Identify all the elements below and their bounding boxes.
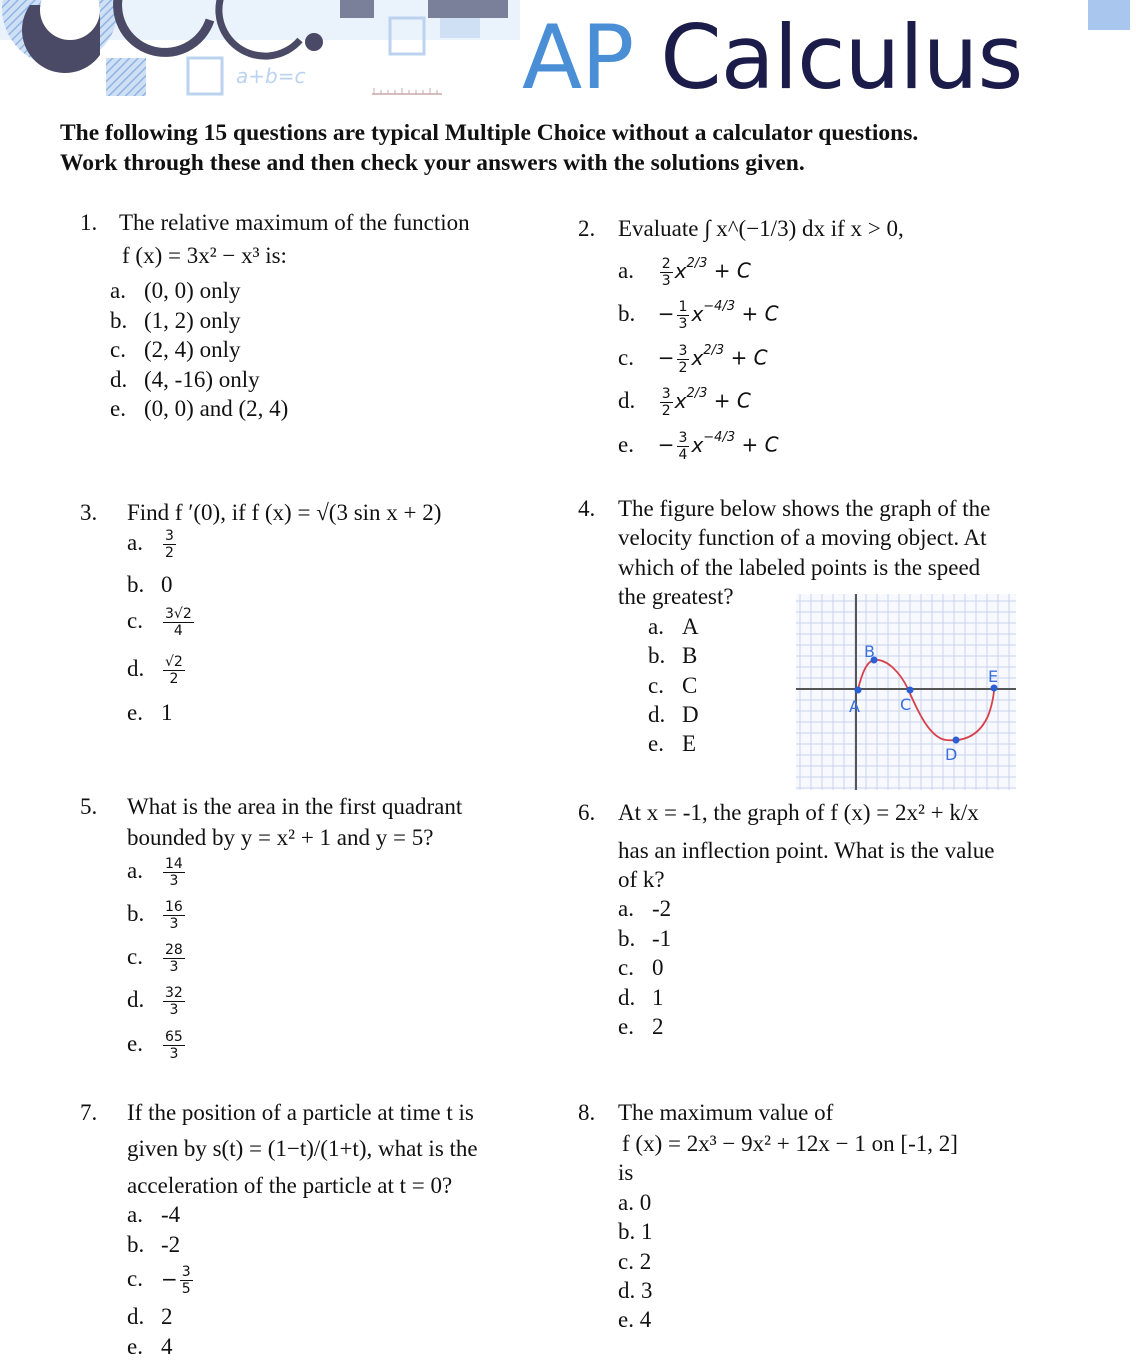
option-d[interactable]: d. (4, -16) only <box>110 367 260 392</box>
option-b[interactable]: b. B <box>648 643 698 668</box>
option-e[interactable]: e. 2 <box>618 1014 664 1039</box>
option-d[interactable]: d. $\frac{32}{3}$ <box>127 985 183 1019</box>
question-number: 8. <box>578 1100 596 1125</box>
page-title <box>522 8 1022 108</box>
option-e[interactable]: e. 4 <box>618 1307 652 1332</box>
fraction: $\frac{1}{3}$ <box>678 298 688 332</box>
option-a[interactable]: a. $\frac{3}{2}$ <box>127 528 174 562</box>
question-stem <box>618 214 904 244</box>
option-c[interactable]: c. − $\frac{3}{2}$ $x^{2/3} + C$ <box>618 342 768 376</box>
question-stem-line-3: of k? <box>618 867 665 892</box>
option-b[interactable]: b. − $\frac{1}{3}$ $x^{-4/3} + C$ <box>618 298 779 332</box>
decor-equation: a+b=c <box>236 64 306 88</box>
fraction: $\frac{16}{3}$ <box>165 899 183 933</box>
intro-line-2: Work through these and then check your answers with the solutions given. <box>60 150 805 176</box>
question-stem-line-2: has an inflection point. What is the value <box>618 838 995 863</box>
question-stem-line-2 <box>127 1134 478 1164</box>
option-b[interactable]: b. $\frac{16}{3}$ <box>127 899 183 933</box>
option-c[interactable]: c. (2, 4) only <box>110 337 241 362</box>
fraction: $\frac{3}{2}$ <box>165 528 174 562</box>
question-3 <box>80 498 540 738</box>
question-7 <box>80 1098 550 1360</box>
question-number: 2. <box>578 216 596 241</box>
option-d[interactable]: d. 3 <box>618 1278 653 1303</box>
option-e[interactable]: e. $\frac{65}{3}$ <box>127 1029 183 1063</box>
option-e[interactable]: e. 1 <box>127 700 173 725</box>
question-number: 1. <box>80 210 98 235</box>
corner-block <box>1088 0 1130 30</box>
option-b[interactable]: b. -1 <box>618 926 672 951</box>
title-calculus: Calculus <box>660 6 1023 109</box>
question-number: 3. <box>80 500 98 525</box>
question-stem-line-2 <box>622 1129 958 1159</box>
intro-text <box>60 118 918 178</box>
point-d <box>953 737 960 744</box>
fraction: $\frac{3}{4}$ <box>678 429 688 463</box>
formula-text: bounded by y = x² + 1 and y = 5? <box>127 825 434 850</box>
option-b[interactable]: b. -2 <box>127 1232 181 1257</box>
fraction: $\frac{3}{2}$ <box>678 342 688 376</box>
question-number: 7. <box>80 1100 98 1125</box>
option-a[interactable]: a. 0 <box>618 1190 652 1215</box>
question-stem-line-1: The maximum value of <box>618 1100 834 1125</box>
option-a[interactable]: a. $\frac{2}{3}$ $x^{2/3} + C$ <box>618 255 751 289</box>
formula-text: At x = -1, the graph of f (x) = 2x² + k/x <box>618 800 979 825</box>
question-number: 5. <box>80 794 98 819</box>
question-6 <box>578 798 1128 1048</box>
formula-text: given by s(t) = (1−t)/(1+t), what is the <box>127 1136 478 1161</box>
question-number: 4. <box>578 496 596 521</box>
decor-shapes-icon <box>0 0 520 110</box>
option-c[interactable]: c. − $\frac{3}{5}$ <box>127 1264 191 1298</box>
option-a[interactable]: a. -4 <box>127 1202 181 1227</box>
question-stem-line-1: What is the area in the first quadrant <box>127 794 463 819</box>
option-d[interactable]: d. D <box>648 702 699 727</box>
option-a[interactable]: a. (0, 0) only <box>110 278 241 303</box>
option-b[interactable]: b. (1, 2) only <box>110 308 241 333</box>
option-e[interactable]: e. (0, 0) and (2, 4) <box>110 396 289 421</box>
question-2 <box>578 214 1118 464</box>
option-d[interactable]: d. 2 <box>127 1304 173 1329</box>
fraction: $\frac{2}{3}$ <box>661 255 671 289</box>
question-number: 6. <box>578 800 596 825</box>
title-ap: AP <box>522 6 634 109</box>
question-stem <box>127 498 441 528</box>
question-5 <box>80 792 540 1082</box>
point-a <box>855 687 862 694</box>
option-e[interactable]: e. − $\frac{3}{4}$ $x^{-4/3} + C$ <box>618 429 779 463</box>
question-stem-line-3: is <box>618 1160 634 1185</box>
question-stem-line-1: If the position of a particle at time t is <box>127 1100 474 1125</box>
question-stem-line-3: which of the labeled points is the speed <box>618 555 981 580</box>
option-d[interactable]: d. $\frac{√2}{2}$ <box>127 654 183 688</box>
header-decoration <box>0 0 520 110</box>
fraction: $\frac{32}{3}$ <box>165 985 183 1019</box>
question-stem-line-1: The figure below shows the graph of the <box>618 496 991 521</box>
fraction: $\frac{3}{5}$ <box>181 1264 191 1298</box>
formula-text: Evaluate ∫ x^(−1/3) dx if x > 0, <box>618 216 904 241</box>
label-a: A <box>849 697 860 716</box>
question-stem-line-2: velocity function of a moving object. At <box>618 525 987 550</box>
option-c[interactable]: c. $\frac{3√2}{4}$ <box>127 606 192 640</box>
question-1 <box>80 208 540 438</box>
fraction: $\frac{3}{2}$ <box>661 385 671 419</box>
question-stem-line-3: acceleration of the particle at t = 0? <box>127 1173 453 1198</box>
option-c[interactable]: c. 0 <box>618 955 664 980</box>
fraction: $\frac{28}{3}$ <box>165 942 183 976</box>
point-c <box>907 687 914 694</box>
option-a[interactable]: a. A <box>648 614 699 639</box>
option-a[interactable]: a. -2 <box>618 896 672 921</box>
question-stem-line-1: The relative maximum of the function <box>119 210 470 235</box>
option-c[interactable]: c. C <box>648 673 698 698</box>
question-stem-line-2 <box>122 241 287 271</box>
option-b[interactable]: b. 1 <box>618 1219 653 1244</box>
option-a[interactable]: a. $\frac{14}{3}$ <box>127 856 183 890</box>
question-stem-line-4: the greatest? <box>618 584 734 609</box>
fraction: $\frac{√2}{2}$ <box>165 654 183 688</box>
formula-text: Find f ′(0), if f (x) = √(3 sin x + 2) <box>127 500 442 525</box>
velocity-graph <box>796 594 1016 790</box>
option-c[interactable]: c. $\frac{28}{3}$ <box>127 942 183 976</box>
option-d[interactable]: d. $\frac{3}{2}$ $x^{2/3} + C$ <box>618 385 751 419</box>
question-stem-line-2 <box>127 823 433 853</box>
question-8 <box>578 1098 1128 1338</box>
formula-text: f (x) = 2x³ − 9x² + 12x − 1 on [-1, 2] <box>622 1131 958 1156</box>
fraction: $\frac{14}{3}$ <box>165 856 183 890</box>
label-b: B <box>864 642 875 661</box>
label-c: C <box>900 695 912 714</box>
fraction: $\frac{3√2}{4}$ <box>165 606 192 640</box>
option-e[interactable]: e. E <box>648 731 697 756</box>
label-d: D <box>945 745 958 764</box>
formula-text: f (x) = 3x² − x³ is: <box>122 243 287 268</box>
question-stem-line-1 <box>618 798 979 828</box>
option-b[interactable]: b. 0 <box>127 572 173 597</box>
intro-line-1: The following 15 questions are typical Multiple Choice without a calculator questions. <box>60 120 919 146</box>
fraction: $\frac{65}{3}$ <box>165 1029 183 1063</box>
label-e: E <box>988 667 999 686</box>
option-d[interactable]: d. 1 <box>618 985 664 1010</box>
option-e[interactable]: e. 4 <box>127 1334 173 1359</box>
option-c[interactable]: c. 2 <box>618 1249 652 1274</box>
